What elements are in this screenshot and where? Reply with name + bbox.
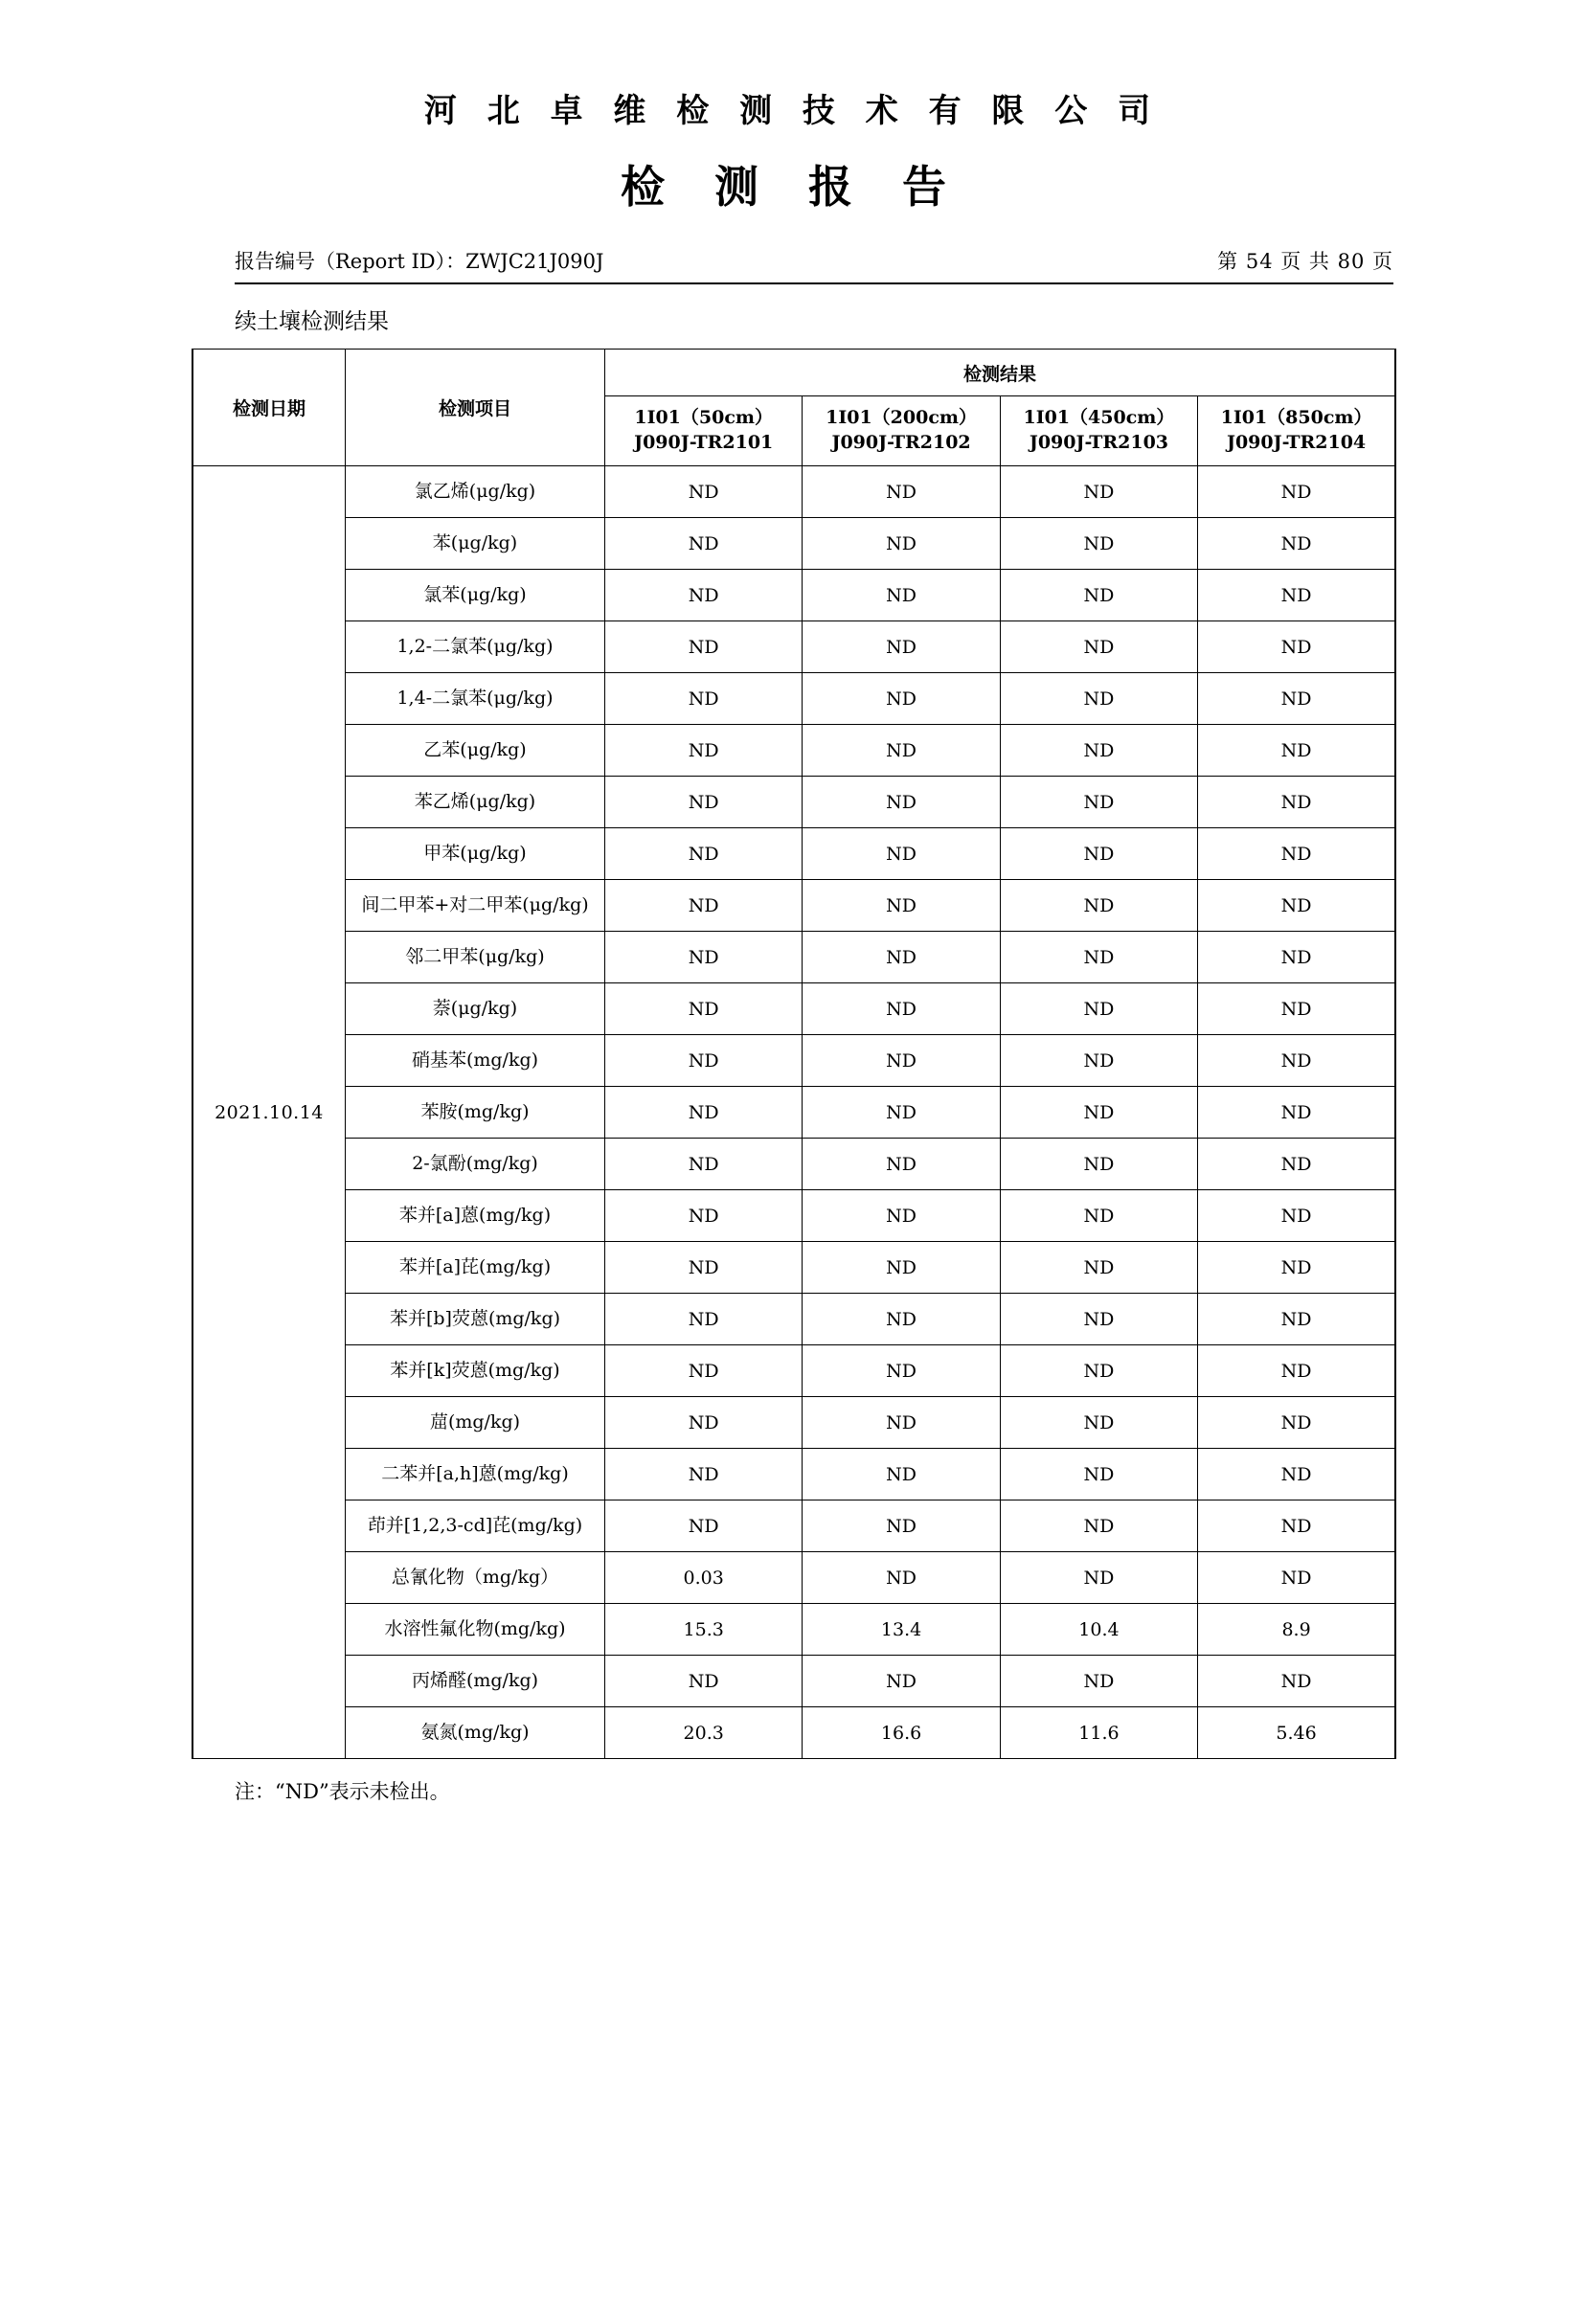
result-value-cell: ND	[1000, 1345, 1197, 1397]
table-row	[192, 828, 1395, 880]
result-value-cell: ND	[1000, 1656, 1197, 1707]
sample-4-line2: J090J-TR2104	[1226, 432, 1367, 453]
table-row	[192, 518, 1395, 570]
result-value-cell: ND	[605, 1087, 803, 1139]
detection-item-cell: 茚并[1,2,3-cd]芘(mg/kg)	[346, 1500, 605, 1552]
result-value-cell: ND	[1198, 1190, 1395, 1242]
result-value-cell: ND	[1198, 1242, 1395, 1294]
result-value-cell: ND	[1000, 1242, 1197, 1294]
result-value-cell: ND	[605, 673, 803, 725]
result-value-cell: ND	[803, 1294, 1000, 1345]
detection-item-cell: 苯(μg/kg)	[346, 518, 605, 570]
header-sample-2	[803, 396, 1000, 466]
table-header-row-1	[192, 350, 1395, 396]
result-value-cell: ND	[1198, 1087, 1395, 1139]
result-value-cell: ND	[1198, 1345, 1395, 1397]
report-id: 报告编号（Report ID）：ZWJC21J090J	[235, 250, 604, 273]
result-value-cell: ND	[605, 1190, 803, 1242]
result-value-cell: ND	[1198, 621, 1395, 673]
result-value-cell: ND	[605, 1449, 803, 1500]
detection-item-cell: 苯胺(mg/kg)	[346, 1087, 605, 1139]
table-note: 注：“ND”表示未检出。	[235, 1780, 450, 1803]
table-row	[192, 1707, 1395, 1759]
sample-3-line1: 1I01（450cm）	[1023, 407, 1175, 429]
table-row	[192, 725, 1395, 777]
table-row	[192, 466, 1395, 518]
result-value-cell: ND	[1000, 1500, 1197, 1552]
result-value-cell: ND	[803, 1190, 1000, 1242]
result-value-cell: ND	[1000, 725, 1197, 777]
section-title: 续土壤检测结果	[235, 309, 389, 334]
result-value-cell: ND	[1000, 570, 1197, 621]
result-value-cell: 5.46	[1198, 1707, 1395, 1759]
result-value-cell: ND	[1000, 1035, 1197, 1087]
result-value-cell: ND	[1198, 1035, 1395, 1087]
result-value-cell: ND	[605, 1139, 803, 1190]
result-value-cell: ND	[1000, 777, 1197, 828]
sample-1-line2: J090J-TR2101	[634, 432, 774, 453]
result-value-cell: ND	[605, 777, 803, 828]
table-row	[192, 1449, 1395, 1500]
result-value-cell: ND	[1000, 466, 1197, 518]
result-value-cell: ND	[605, 518, 803, 570]
result-value-cell: ND	[803, 1656, 1000, 1707]
table-row	[192, 1656, 1395, 1707]
detection-item-cell: 苯乙烯(μg/kg)	[346, 777, 605, 828]
table-row	[192, 1087, 1395, 1139]
result-value-cell: 8.9	[1198, 1604, 1395, 1656]
detection-item-cell: 䓛(mg/kg)	[346, 1397, 605, 1449]
result-value-cell: ND	[605, 1242, 803, 1294]
result-value-cell: ND	[605, 466, 803, 518]
result-value-cell: ND	[803, 1242, 1000, 1294]
result-value-cell: ND	[1000, 673, 1197, 725]
detection-date-cell: 2021.10.14	[192, 466, 346, 1759]
table-row	[192, 1552, 1395, 1604]
result-value-cell: ND	[605, 983, 803, 1035]
result-value-cell: ND	[1000, 880, 1197, 932]
result-value-cell: ND	[1000, 621, 1197, 673]
report-page	[0, 84, 1584, 2324]
detection-item-cell: 水溶性氟化物(mg/kg)	[346, 1604, 605, 1656]
result-value-cell: ND	[605, 828, 803, 880]
result-value-cell: ND	[803, 466, 1000, 518]
result-value-cell: ND	[605, 1294, 803, 1345]
result-value-cell: ND	[1000, 1294, 1197, 1345]
sample-3-line2: J090J-TR2103	[1029, 432, 1169, 453]
result-value-cell: ND	[1198, 466, 1395, 518]
detection-item-cell: 1,2-二氯苯(μg/kg)	[346, 621, 605, 673]
company-title: 河 北 卓 维 检 测 技 术 有 限 公 司	[423, 92, 1161, 130]
table-row	[192, 983, 1395, 1035]
result-value-cell: ND	[803, 932, 1000, 983]
result-value-cell: 13.4	[803, 1604, 1000, 1656]
result-value-cell: ND	[605, 1397, 803, 1449]
table-row	[192, 1035, 1395, 1087]
detection-item-cell: 1,4-二氯苯(μg/kg)	[346, 673, 605, 725]
result-value-cell: ND	[803, 1397, 1000, 1449]
result-value-cell: ND	[1198, 983, 1395, 1035]
table-row	[192, 1139, 1395, 1190]
detection-item-cell: 甲苯(μg/kg)	[346, 828, 605, 880]
result-value-cell: ND	[1198, 777, 1395, 828]
result-value-cell: ND	[605, 725, 803, 777]
detection-item-cell: 苯并[k]荧蒽(mg/kg)	[346, 1345, 605, 1397]
detection-item-cell: 总氰化物（mg/kg）	[346, 1552, 605, 1604]
result-value-cell: ND	[1198, 570, 1395, 621]
page-number: 第 54 页 共 80 页	[1217, 250, 1393, 273]
detection-item-cell: 邻二甲苯(μg/kg)	[346, 932, 605, 983]
result-value-cell: ND	[1198, 1139, 1395, 1190]
sample-4-line1: 1I01（850cm）	[1220, 407, 1372, 429]
result-value-cell: ND	[1198, 1294, 1395, 1345]
result-value-cell: ND	[1000, 518, 1197, 570]
result-value-cell: 16.6	[803, 1707, 1000, 1759]
sample-2-line2: J090J-TR2102	[831, 432, 971, 453]
detection-item-cell: 苯并[a]蒽(mg/kg)	[346, 1190, 605, 1242]
result-value-cell: ND	[803, 983, 1000, 1035]
result-value-cell: ND	[803, 777, 1000, 828]
result-value-cell: ND	[605, 1345, 803, 1397]
detection-item-cell: 苯并[b]荧蒽(mg/kg)	[346, 1294, 605, 1345]
result-value-cell: ND	[605, 932, 803, 983]
result-value-cell: ND	[1000, 1190, 1197, 1242]
result-value-cell: ND	[1198, 1500, 1395, 1552]
result-value-cell: ND	[1000, 983, 1197, 1035]
detection-item-cell: 乙苯(μg/kg)	[346, 725, 605, 777]
result-value-cell: ND	[1000, 1087, 1197, 1139]
result-value-cell: ND	[605, 880, 803, 932]
soil-results-table	[192, 349, 1396, 1759]
table-body	[192, 466, 1395, 1759]
result-value-cell: ND	[803, 518, 1000, 570]
result-value-cell: ND	[803, 1035, 1000, 1087]
result-value-cell: ND	[1198, 1397, 1395, 1449]
detection-item-cell: 氨氮(mg/kg)	[346, 1707, 605, 1759]
result-value-cell: ND	[1198, 725, 1395, 777]
sample-1-line1: 1I01（50cm）	[634, 407, 774, 429]
result-value-cell: ND	[1198, 673, 1395, 725]
result-value-cell: ND	[1000, 932, 1197, 983]
result-value-cell: ND	[1198, 1449, 1395, 1500]
result-value-cell: ND	[803, 1087, 1000, 1139]
result-value-cell: ND	[1198, 518, 1395, 570]
result-value-cell: 0.03	[605, 1552, 803, 1604]
header-sample-1	[605, 396, 803, 466]
table-row	[192, 570, 1395, 621]
result-value-cell: ND	[605, 570, 803, 621]
result-value-cell: ND	[803, 570, 1000, 621]
result-value-cell: ND	[803, 1500, 1000, 1552]
table-row	[192, 1190, 1395, 1242]
detection-item-cell: 二苯并[a,h]蒽(mg/kg)	[346, 1449, 605, 1500]
result-value-cell: ND	[1000, 1397, 1197, 1449]
detection-item-cell: 间二甲苯+对二甲苯(μg/kg)	[346, 880, 605, 932]
table-row	[192, 777, 1395, 828]
result-value-cell: ND	[1000, 1552, 1197, 1604]
result-value-cell: ND	[803, 1345, 1000, 1397]
sample-2-line1: 1I01（200cm）	[826, 407, 977, 429]
result-value-cell: ND	[803, 673, 1000, 725]
table-row	[192, 1397, 1395, 1449]
detection-item-cell: 2-氯酚(mg/kg)	[346, 1139, 605, 1190]
detection-item-cell: 硝基苯(mg/kg)	[346, 1035, 605, 1087]
result-value-cell: ND	[1000, 1449, 1197, 1500]
report-meta	[235, 246, 1393, 284]
table-row	[192, 1500, 1395, 1552]
result-value-cell: ND	[1000, 828, 1197, 880]
table-row	[192, 621, 1395, 673]
result-value-cell: ND	[803, 725, 1000, 777]
header-detection-result: 检测结果	[605, 350, 1396, 396]
header-detection-date: 检测日期	[192, 350, 346, 466]
table-row	[192, 1604, 1395, 1656]
table-head	[192, 350, 1395, 466]
table-row	[192, 880, 1395, 932]
result-value-cell: ND	[803, 621, 1000, 673]
header-sample-4	[1198, 396, 1395, 466]
result-value-cell: ND	[1000, 1139, 1197, 1190]
header-sample-3	[1000, 396, 1197, 466]
detection-item-cell: 丙烯醛(mg/kg)	[346, 1656, 605, 1707]
detection-item-cell: 苯并[a]芘(mg/kg)	[346, 1242, 605, 1294]
result-value-cell: ND	[1198, 932, 1395, 983]
detection-item-cell: 萘(μg/kg)	[346, 983, 605, 1035]
table-row	[192, 932, 1395, 983]
header-detection-item: 检测项目	[346, 350, 605, 466]
table-row	[192, 1294, 1395, 1345]
result-value-cell: 15.3	[605, 1604, 803, 1656]
detection-item-cell: 氯苯(μg/kg)	[346, 570, 605, 621]
result-value-cell: 10.4	[1000, 1604, 1197, 1656]
result-value-cell: ND	[803, 880, 1000, 932]
result-value-cell: ND	[1198, 828, 1395, 880]
result-value-cell: ND	[605, 1656, 803, 1707]
report-title: 检 测 报 告	[620, 161, 964, 213]
result-value-cell: ND	[605, 1035, 803, 1087]
result-value-cell: ND	[605, 1500, 803, 1552]
result-value-cell: ND	[1198, 1552, 1395, 1604]
result-value-cell: ND	[605, 621, 803, 673]
result-value-cell: ND	[803, 828, 1000, 880]
result-value-cell: ND	[803, 1139, 1000, 1190]
result-value-cell: ND	[803, 1449, 1000, 1500]
result-value-cell: ND	[803, 1552, 1000, 1604]
table-row	[192, 673, 1395, 725]
result-value-cell: ND	[1198, 880, 1395, 932]
table-row	[192, 1345, 1395, 1397]
table-row	[192, 1242, 1395, 1294]
result-value-cell: 20.3	[605, 1707, 803, 1759]
result-value-cell: 11.6	[1000, 1707, 1197, 1759]
detection-item-cell: 氯乙烯(μg/kg)	[346, 466, 605, 518]
result-value-cell: ND	[1198, 1656, 1395, 1707]
